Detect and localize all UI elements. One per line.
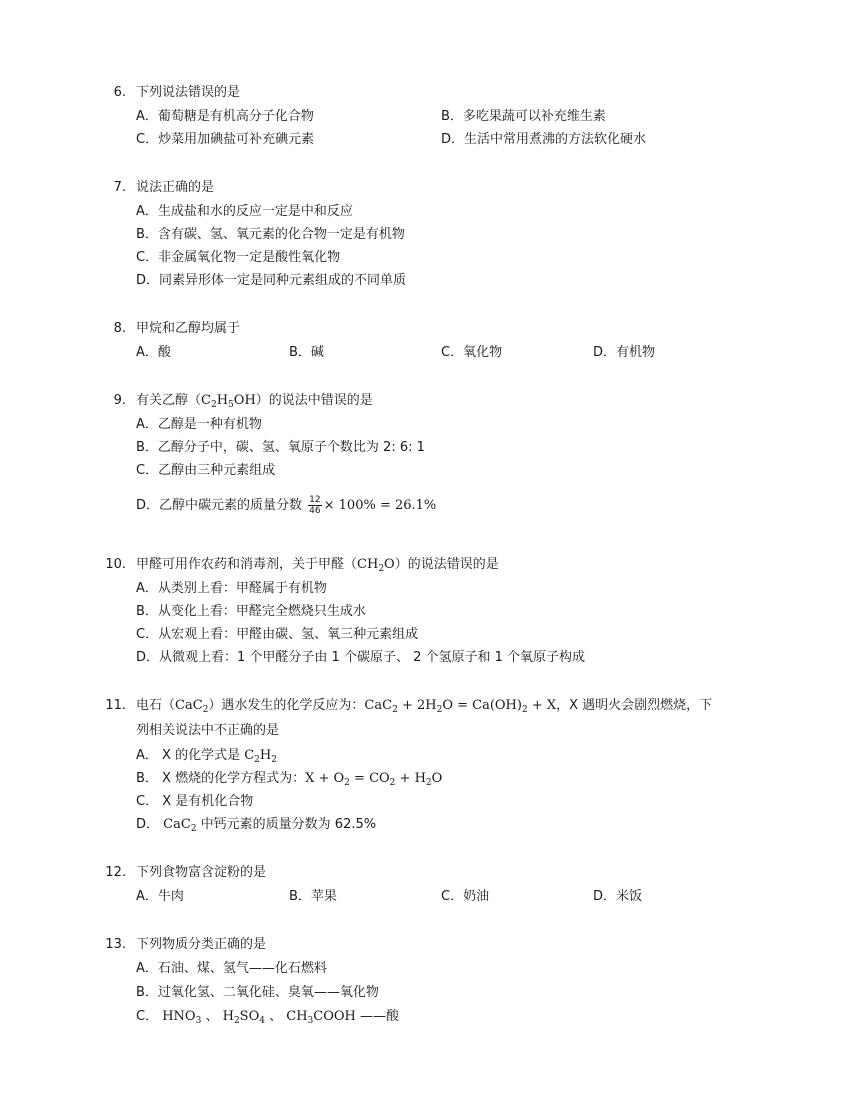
option-d: D．乙醇中碳元素的质量分数 $\frac{12}{46}$ × 100% = 26.1% [136, 495, 437, 516]
question-stem: 甲烷和乙醇均属于 [136, 321, 241, 336]
question-stem: 说法正确的是 [136, 180, 215, 195]
question-number: 9. [113, 393, 126, 408]
question-number: 7. [113, 180, 126, 195]
reaction-equation: $CaC_2 + 2H_2O = Ca(OH)_2 + X$ [364, 698, 557, 715]
option-b: B．苹果 [289, 889, 337, 904]
question-number: 10. [105, 557, 126, 572]
question-number: 11. [105, 698, 126, 713]
option-d: D． CaC$_2$ 中钙元素的质量分数为 62.5% [136, 817, 377, 834]
option-b: B．过氧化氢、二氧化硅、臭氧——氧化物 [136, 985, 379, 1000]
option-b: B．碱 [289, 345, 324, 360]
option-b: B．乙醇分子中，碳、氢、氧原子个数比为 2: 6: 1 [136, 440, 425, 455]
option-c: C． X 是有机化合物 [136, 794, 254, 809]
option-d: D．米饭 [593, 889, 643, 904]
option-b: B． X 燃烧的化学方程式为：$X + O_2 = CO_2 + H_2O$ [136, 771, 443, 788]
option-c: C．非金属氧化物一定是酸性氧化物 [136, 250, 341, 265]
option-b: B．含有碳、氢、氧元素的化合物一定是有机物 [136, 227, 405, 242]
option-c: C．乙醇由三种元素组成 [136, 463, 276, 478]
option-a: A．酸 [136, 345, 171, 360]
question-number: 8. [113, 321, 126, 336]
question-number: 6. [113, 85, 126, 100]
formula-formaldehyde: $CH_2O$ [357, 557, 395, 574]
option-d: D．生活中常用煮沸的方法软化硬水 [441, 132, 647, 147]
question-stem: 下列物质分类正确的是 [136, 937, 267, 952]
option-a: A．生成盐和水的反应一定是中和反应 [136, 204, 353, 219]
option-c: C．炒菜用加碘盐可补充碘元素 [136, 132, 315, 147]
option-d: D．从微观上看：1 个甲醛分子由 1 个碳原子、 2 个氢原子和 1 个氧原子构成 [136, 650, 586, 665]
question-stem: 电石（CaC$_2$）遇水发生的化学反应为：$CaC_2 + 2H_2O = Ca(OH)_2 + X$，X 遇明火会剧烈燃烧，下 [136, 698, 713, 715]
option-c: C．氧化物 [441, 345, 503, 360]
option-c: C．奶油 [441, 889, 490, 904]
option-b: B．多吃果蔬可以补充维生素 [441, 109, 606, 124]
option-a: A．乙醇是一种有机物 [136, 417, 262, 432]
option-d: D．同素异形体一定是同种元素组成的不同单质 [136, 273, 407, 288]
option-a: A． X 的化学式是 $C_2H_2$ [136, 748, 277, 765]
option-d: D．有机物 [593, 345, 656, 360]
question-number: 12. [105, 865, 126, 880]
fraction: $\frac{12}{46}$ [309, 495, 321, 516]
option-c: C． $HNO_3$ 、 $H_2SO_4$ 、 $CH_3COOH$ ——酸 [136, 1009, 400, 1026]
question-stem: 下列说法错误的是 [136, 85, 241, 100]
option-a: A．石油、煤、氢气——化石燃料 [136, 961, 327, 976]
question-stem: 有关乙醇$(C_2H_5OH)$的说法中错误的是 [136, 393, 373, 410]
question-number: 13. [105, 937, 126, 952]
option-b: B．从变化上看：甲醛完全燃烧只生成水 [136, 604, 366, 619]
formula-ethanol: $C_2H_5OH$ [201, 393, 256, 410]
question-stem-line2: 列相关说法中不正确的是 [136, 723, 280, 738]
option-a: A．葡萄糖是有机高分子化合物 [136, 109, 314, 124]
option-c: C．从宏观上看：甲醛由碳、氢、氧三种元素组成 [136, 627, 419, 642]
question-stem: 下列食物富含淀粉的是 [136, 865, 267, 880]
option-a: A．牛肉 [136, 889, 184, 904]
option-a: A．从类别上看：甲醛属于有机物 [136, 581, 327, 596]
question-stem: 甲醛可用作农药和消毒剂，关于甲醛$(CH_2O)$的说法错误的是 [136, 557, 499, 574]
